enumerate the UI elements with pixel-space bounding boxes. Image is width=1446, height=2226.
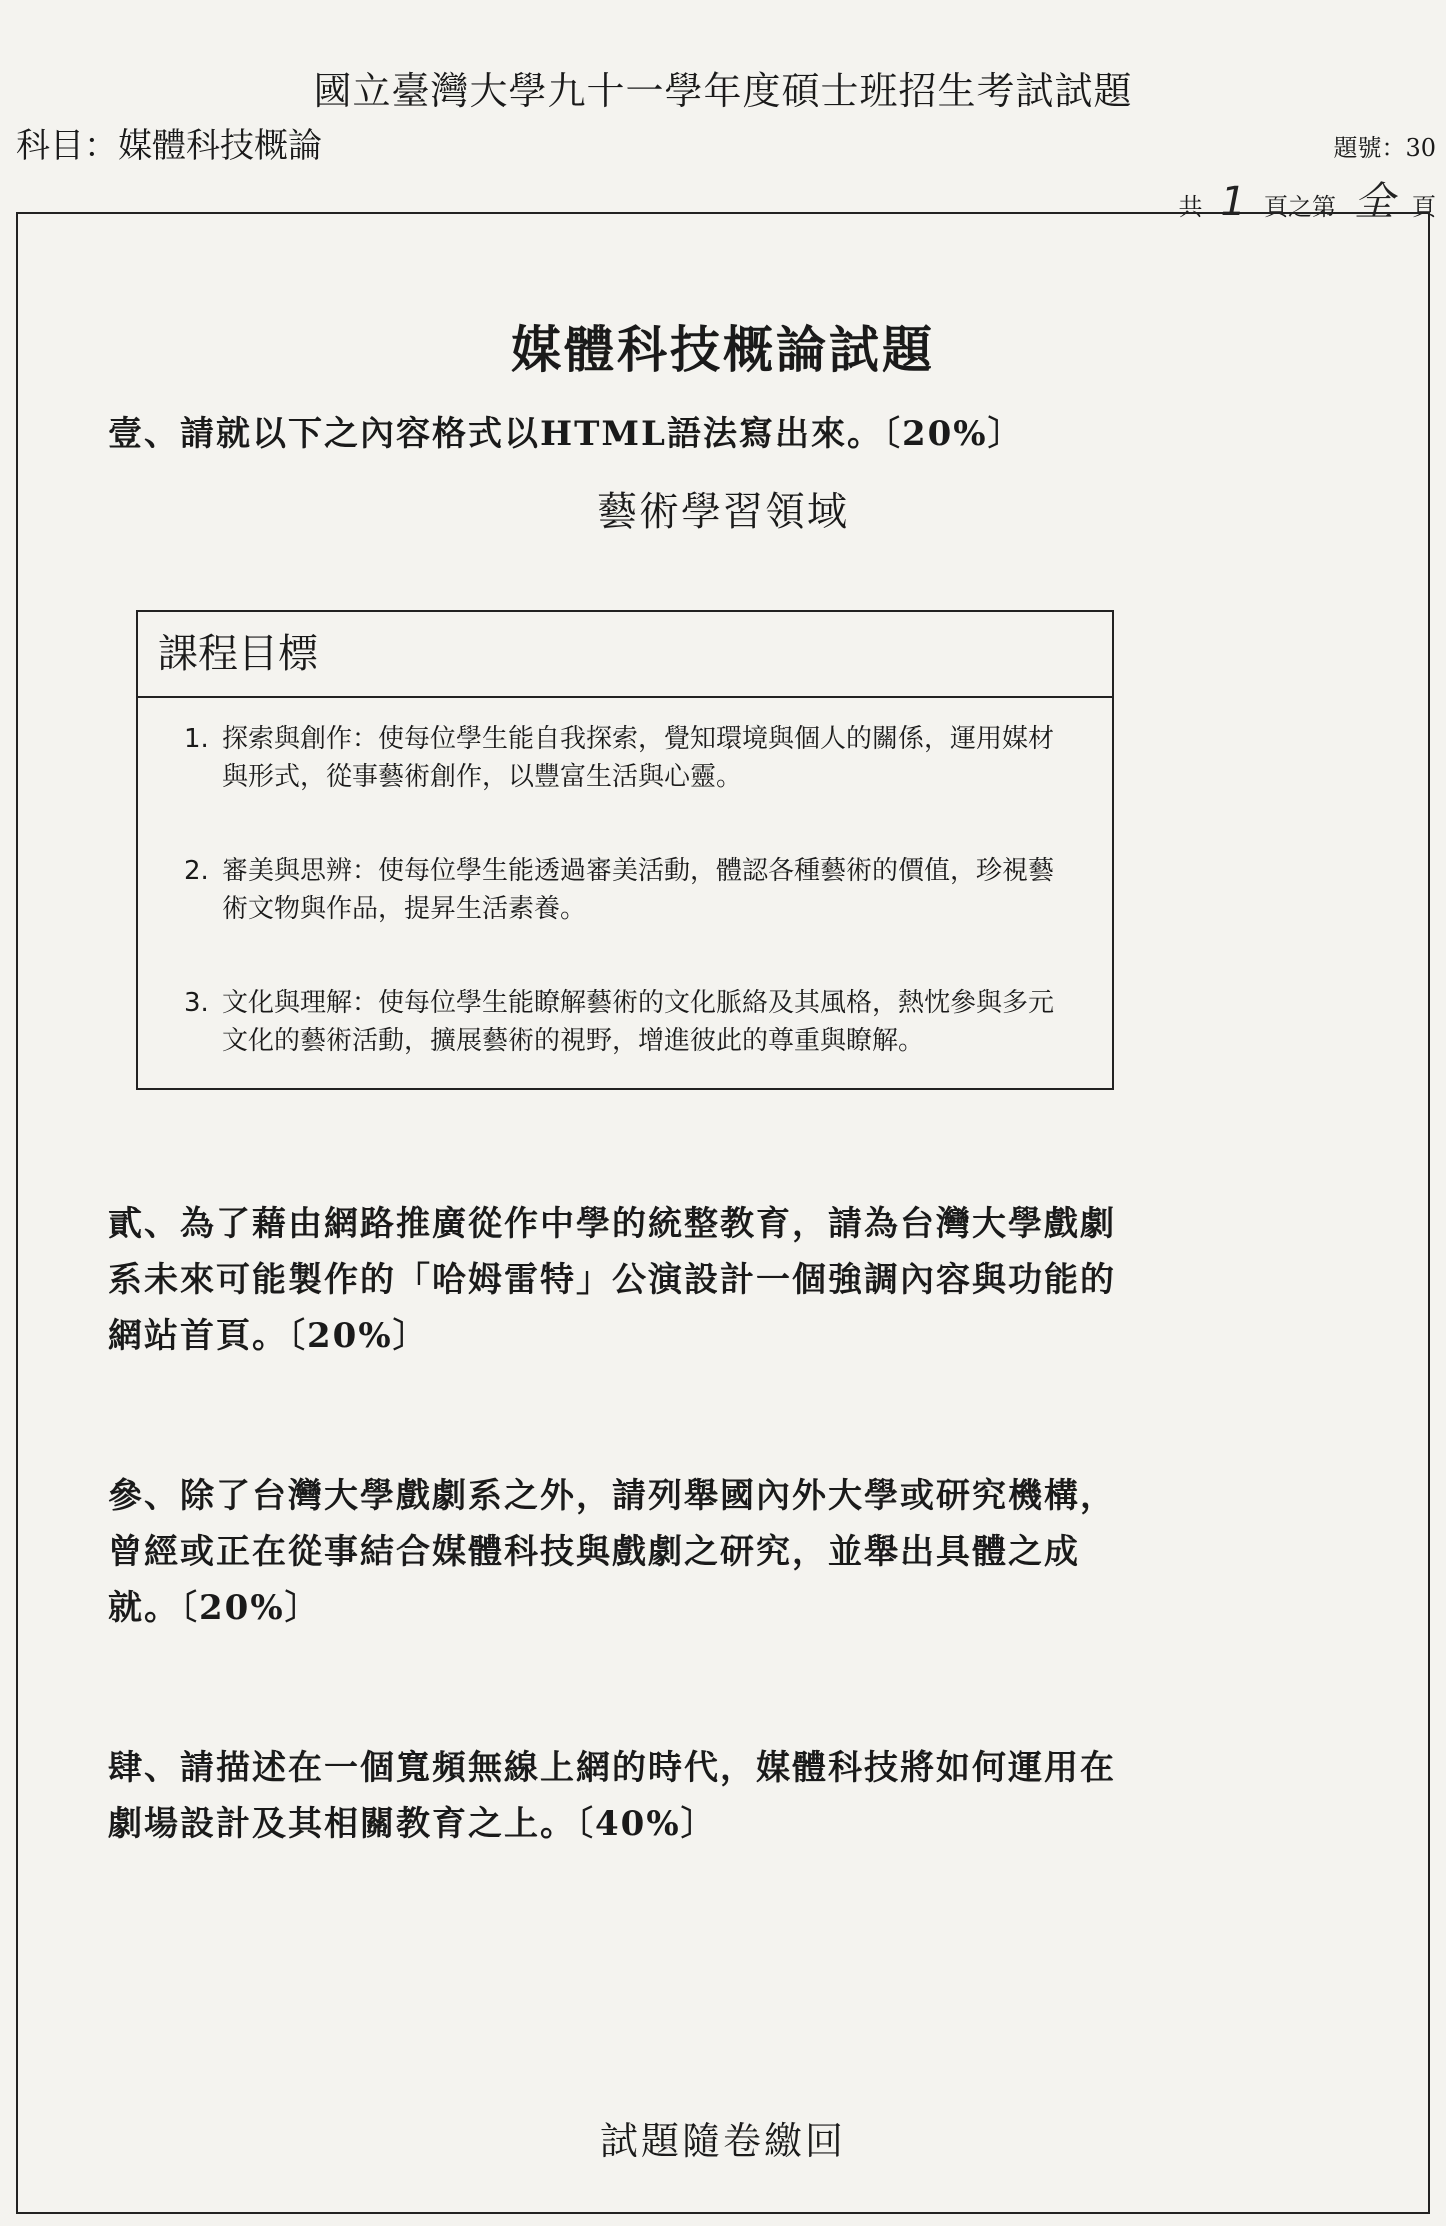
paper-title: 媒體科技概論試題	[511, 320, 935, 379]
question-1: 壹、請就以下之內容格式以HTML語法寫出來。〔20%〕	[108, 414, 1024, 454]
section-title: 藝術學習領域	[597, 489, 849, 535]
course-goals-heading: 課程目標	[138, 612, 1112, 698]
course-goals-box	[136, 610, 1114, 1090]
pages-suffix: 頁	[1412, 193, 1436, 221]
goal-number: 1.	[184, 724, 209, 754]
pages-prefix: 共	[1178, 193, 1203, 221]
goal-item	[184, 720, 1064, 796]
goal-item	[184, 984, 1064, 1060]
goal-number: 2.	[184, 856, 209, 886]
goal-item	[184, 852, 1064, 928]
exam-frame	[16, 212, 1430, 2214]
question-number: 題號：30	[1333, 134, 1436, 162]
goal-text: 探索與創作：使每位學生能自我探索，覺知環境與個人的關係，運用媒材與形式，從事藝術創作，以豐富生活與心靈。	[222, 724, 1055, 792]
pages-middle: 頁之第	[1264, 193, 1336, 221]
question-2: 貳、為了藉由網路推廣從作中學的統整教育，請為台灣大學戲劇系未來可能製作的「哈姆雷特」公演設計一個強調內容與功能的網站首頁。〔20%〕	[108, 1204, 1116, 1356]
goal-number: 3.	[184, 988, 209, 1018]
question-4: 肆、請描述在一個寬頻無線上網的時代，媒體科技將如何運用在劇場設計及其相關教育之上。〔40%〕	[108, 1748, 1116, 1844]
pages-current: 全	[1354, 179, 1394, 225]
pages-total: 1	[1220, 179, 1246, 225]
goal-text: 文化與理解：使每位學生能瞭解藝術的文化脈絡及其風格，熱忱參與多元文化的藝術活動，擴展藝術的視野，增進彼此的尊重與瞭解。	[222, 988, 1055, 1056]
goal-text: 審美與思辨：使每位學生能透過審美活動，體認各種藝術的價值，珍視藝術文物與作品，提昇生活素養。	[222, 856, 1055, 924]
subject-label: 科目：媒體科技概論	[16, 126, 322, 166]
question-3: 參、除了台灣大學戲劇系之外，請列舉國內外大學或研究機構，曾經或正在從事結合媒體科技與戲劇之研究，並舉出具體之成就。〔20%〕	[108, 1476, 1116, 1628]
footer-note: 試題隨卷繳回	[599, 2119, 846, 2163]
exam-title: 國立臺灣大學九十一學年度碩士班招生考試試題	[313, 69, 1133, 113]
